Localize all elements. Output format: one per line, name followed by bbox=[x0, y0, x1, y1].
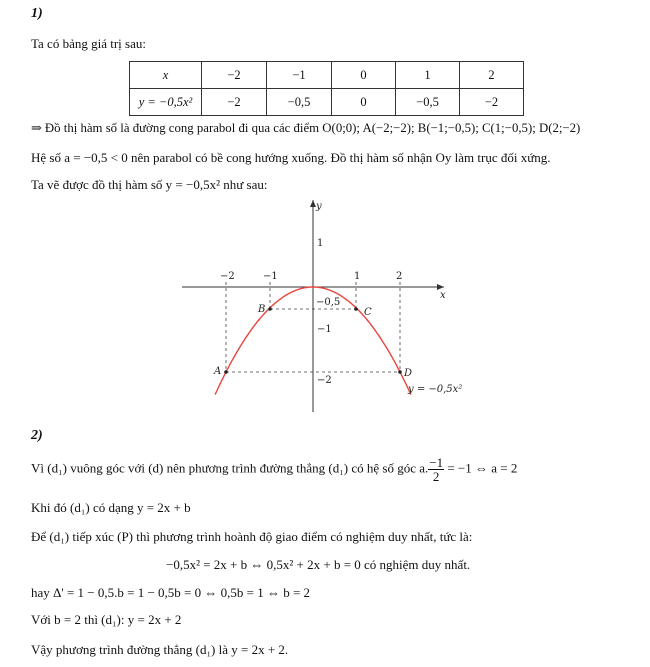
y-tick-label: −2 bbox=[317, 375, 332, 386]
slope-result: = −1 ⇔ a = 2 bbox=[444, 460, 518, 476]
x-tick-label: 1 bbox=[354, 271, 361, 282]
substitution-line: Với b = 2 thì (d₁): y = 2x + 2 bbox=[31, 612, 182, 627]
table-cell: −0,5 bbox=[396, 89, 460, 116]
point-b-marker bbox=[268, 307, 272, 311]
table-cell: −2 bbox=[460, 89, 524, 116]
y-axis-label: y bbox=[316, 201, 322, 212]
line-form-sentence: Khi đó (d₁) có dạng y = 2x + b bbox=[31, 500, 191, 515]
table-cell: 0 bbox=[332, 62, 396, 89]
curve-label: y = −0,5x² bbox=[408, 384, 463, 395]
perpendicular-sentence bbox=[31, 456, 517, 483]
fraction-denominator: 2 bbox=[432, 469, 440, 484]
coefficient-sentence: Hệ số a = −0,5 < 0 nên parabol có bề cong hướng xuống. Đồ thị hàm số nhận Oy làm trục đối xứng. bbox=[31, 150, 551, 165]
table-cell: −2 bbox=[202, 89, 267, 116]
point-c-marker bbox=[354, 307, 358, 311]
fraction-numerator: −1 bbox=[429, 455, 444, 470]
y-tick-label: −1 bbox=[317, 324, 332, 335]
point-a-label: A bbox=[214, 366, 222, 377]
tangent-condition-sentence: Để (d₁) tiếp xúc (P) thì phương trình hoành độ giao điểm có nghiệm duy nhất, tức là: bbox=[31, 529, 473, 544]
table-cell: 0 bbox=[332, 89, 396, 116]
perpendicular-text: Vì (d₁) vuông góc với (d) nên phương trình đường thẳng (d₁) có hệ số góc a. bbox=[31, 460, 429, 476]
y-tick-label: −0,5 bbox=[316, 297, 341, 308]
slope-fraction bbox=[428, 456, 444, 483]
part1-intro: Ta có bảng giá trị sau: bbox=[31, 36, 146, 51]
x-tick-label: −1 bbox=[263, 271, 278, 282]
table-cell: −0,5 bbox=[267, 89, 332, 116]
x-axis-label: x bbox=[440, 290, 446, 301]
point-d-marker bbox=[398, 370, 402, 374]
table-cell: 2 bbox=[460, 62, 524, 89]
y-tick-label: 1 bbox=[317, 238, 324, 249]
part1-heading: 1) bbox=[31, 6, 43, 21]
x-tick-label: 2 bbox=[396, 271, 403, 282]
table-cell: −2 bbox=[202, 62, 267, 89]
table-cell: y = −0,5x² bbox=[130, 89, 202, 116]
table-cell: 1 bbox=[396, 62, 460, 89]
intersection-equation: −0,5x² = 2x + b ⇔ 0,5x² + 2x + b = 0 có nghiệm duy nhất. bbox=[166, 557, 471, 572]
conclusion-line: Vậy phương trình đường thẳng (d₁) là y = 2x + 2. bbox=[31, 642, 289, 657]
part2-heading: 2) bbox=[31, 428, 43, 443]
point-c-label: C bbox=[364, 307, 372, 318]
draw-sentence: Ta vẽ được đồ thị hàm số y = −0,5x² như sau: bbox=[31, 177, 268, 192]
x-tick-label: −2 bbox=[220, 271, 235, 282]
table-cell: −1 bbox=[267, 62, 332, 89]
point-a-marker bbox=[224, 370, 228, 374]
point-b-label: B bbox=[258, 304, 266, 315]
points-sentence: ⇒ Đồ thị hàm số là đường cong parabol đi qua các điểm O(0;0); A(−2;−2); B(−1;−0,5); C(1;−0,5); D(2;−2) bbox=[31, 121, 581, 135]
table-cell: x bbox=[130, 62, 202, 89]
discriminant-line: hay Δ' = 1 − 0,5.b = 1 − 0,5b = 0 ⇔ 0,5b = 1 ⇔ b = 2 bbox=[31, 585, 311, 600]
point-d-label: D bbox=[404, 368, 413, 379]
